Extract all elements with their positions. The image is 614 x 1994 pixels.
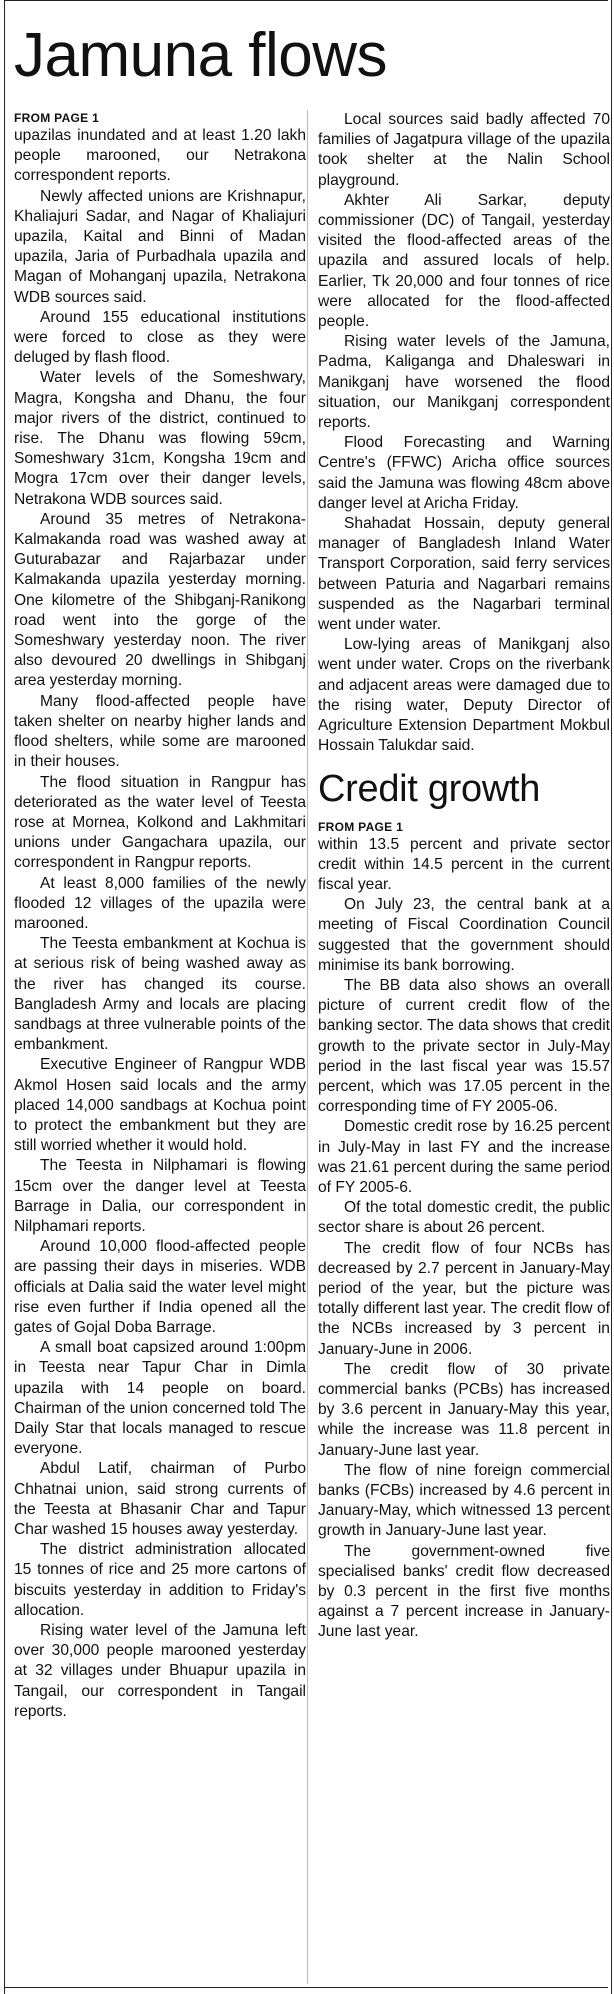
section-title: Credit growth — [318, 767, 541, 810]
article-paragraph: Rising water level of the Jamuna left over 30,000 people marooned yesterday at 32 villages under Bhuapur upazila in Tangail, our correspondent in Tangail reports. — [14, 1622, 306, 1720]
article-paragraph: The district administration allocated 15 tonnes of rice and 25 more cartons of biscuits yesterday in addition to Friday's allocation. — [14, 1541, 306, 1619]
article-paragraph: Water levels of the Someshwary, Magra, Kongsha and Dhanu, the four major rivers of the district, continued to rise. The Dhanu was flowing 59cm, Someshwary 31cm, Kongsha 19cm and Mogra 17cm over their danger levels, Netrakona WDB sources said. — [14, 369, 306, 508]
bottom-rule — [4, 1987, 608, 1988]
jump-line: FROM PAGE 1 — [318, 819, 404, 834]
article-paragraph: Local sources said badly affected 70 families of Jagatpura village of the upazila took shelter at the Nalin School playground. — [318, 111, 610, 189]
article-paragraph: Newly affected unions are Krishnapur, Khaliajuri Sadar, and Nagar of Khaliajuri upazila, Kaital and Binni of Madan upazila, Jaria of Purbadhala upazila and Magan of Mohanganj upazila, Netrakona WDB sources said. — [14, 187, 306, 306]
article-paragraph: The Teesta in Nilphamari is flowing 15cm over the danger level at Teesta Barrage in Dalia, our correspondent in Nilphamari reports. — [14, 1157, 306, 1235]
article-paragraph: Many flood-affected people have taken shelter on nearby higher lands and flood shelters, while some are marooned in their houses. — [14, 692, 306, 771]
article-paragraph: Shahadat Hossain, deputy general manager of Bangladesh Inland Water Transport Corporation, said ferry services between Paturia and Nagarbari remains suspended as the Nagarbari terminal went under water. — [318, 515, 610, 634]
article-paragraph: Abdul Latif, chairman of Purbo Chhatnai union, said strong currents of the Teesta at Bhasanir Char and Tapur Char washed 15 houses away yesterday. — [14, 1460, 306, 1539]
article-paragraph: Around 35 metres of Netrakona-Kalmakanda road was washed away at Guturabazar and Rajarbazar under Kalmakanda upazila yesterday morning. One kilometre of the Shibganj-Ranikong road went into the gorge of the Someshwary yesterday noon. The river also devoured 20 dwellings in Shibganj area yesterday morning. — [14, 510, 306, 690]
article-paragraph: Low-lying areas of Manikganj also went under water. Crops on the riverbank and adjacent areas were damaged due to the rising water, Deputy Director of Agriculture Extension Department Mokbul Hossain Talukdar said. — [318, 636, 610, 755]
article-paragraph: Rising water levels of the Jamuna, Padma, Kaliganga and Dhaleswari in Manikganj have worsened the flood situation, our Manikganj correspondent reports. — [318, 333, 610, 432]
article-paragraph: within 13.5 percent and private sector credit within 14.5 percent in the current fiscal year. — [318, 835, 610, 893]
page-title: Jamuna flows — [14, 21, 388, 90]
article-paragraph: The government-owned five specialised banks' credit flow decreased by 0.3 percent in the first five months against a 7 percent increase in January-June last year. — [318, 1542, 610, 1641]
top-rule — [4, 0, 608, 1]
article-paragraph: Around 155 educational institutions were forced to close as they were deluged by flash flood. — [14, 308, 306, 367]
article-paragraph: A small boat capsized around 1:00pm in Teesta near Tapur Char in Dimla upazila with 14 people on board. Chairman of the union concerned told The Daily Star that locals managed to rescue everyone. — [14, 1339, 306, 1458]
article-paragraph: The flood situation in Rangpur has deteriorated as the water level of Teesta rose at Mornea, Kolkond and Lakhmitari unions under Gangachara upazila, our correspondent in Rangpur reports. — [14, 773, 306, 872]
article-paragraph: Around 10,000 flood-affected people are passing their days in miseries. WDB officials at Dalia said the water level might rise even further if India opened all the gates of Gojal Doba Barrage. — [14, 1238, 306, 1336]
article-paragraph: The BB data also shows an overall picture of current credit flow of the banking sector. The data shows that credit growth to the private sector in July-May period in the last fiscal year was 15.57 percent, which was 17.05 percent in the corresponding time of FY 2005-06. — [318, 976, 610, 1116]
article-paragraph: Akhter Ali Sarkar, deputy commissioner (DC) of Tangail, yesterday visited the flood-affected areas of the upazila and assured locals of help. Earlier, Tk 20,000 and four tonnes of rice were allocated for the flood-affected people. — [318, 191, 610, 331]
article-paragraph: Of the total domestic credit, the public sector share is about 26 percent. — [318, 1199, 610, 1237]
article-paragraph: upazilas inundated and at least 1.20 lakh people marooned, our Netrakona correspondent reports. — [14, 127, 306, 185]
article-paragraph: Executive Engineer of Rangpur WDB Akmol Hosen said locals and the army placed 14,000 sandbags at Kochua point to protect the embankment but they are still worried whether it would hold. — [14, 1056, 306, 1155]
article-paragraph: The credit flow of 30 private commercial banks (PCBs) has increased by 3.6 percent in January-May this year, while the increase was 11.8 percent in January-June last year. — [318, 1360, 610, 1459]
article-paragraph: The Teesta embankment at Kochua is at serious risk of being washed away as the river has changed its course. Bangladesh Army and locals are placing sandbags at three vulnerable points of the embankment. — [14, 935, 306, 1054]
article-paragraph: At least 8,000 families of the newly flooded 12 villages of the upazila were marooned. — [14, 874, 306, 932]
column-divider — [307, 110, 308, 1984]
article-paragraph: Flood Forecasting and Warning Centre's (FFWC) Aricha office sources said the Jamuna was flowing 48cm above danger level at Aricha Friday. — [318, 434, 610, 512]
article-paragraph: On July 23, the central bank at a meeting of Fiscal Coordination Council suggested that the government should minimise its bank borrowing. — [318, 896, 610, 974]
right-column — [318, 110, 610, 1643]
article-paragraph: The flow of nine foreign commercial banks (FCBs) increased by 4.6 percent in January-May, which witnessed 13 percent growth in January-June last year. — [318, 1461, 610, 1540]
jump-line: FROM PAGE 1 — [14, 111, 100, 125]
article-paragraph: Domestic credit rose by 16.25 percent in July-May in last FY and the increase was 21.61 percent during the same period of FY 2005-6. — [318, 1118, 610, 1196]
article-paragraph: The credit flow of four NCBs has decreased by 2.7 percent in January-May period of the year, but the picture was totally different last year. The credit flow of the NCBs increased by 3 percent in January-June in 2006. — [318, 1239, 610, 1358]
left-column — [14, 110, 306, 1722]
right-rule — [611, 0, 612, 1994]
